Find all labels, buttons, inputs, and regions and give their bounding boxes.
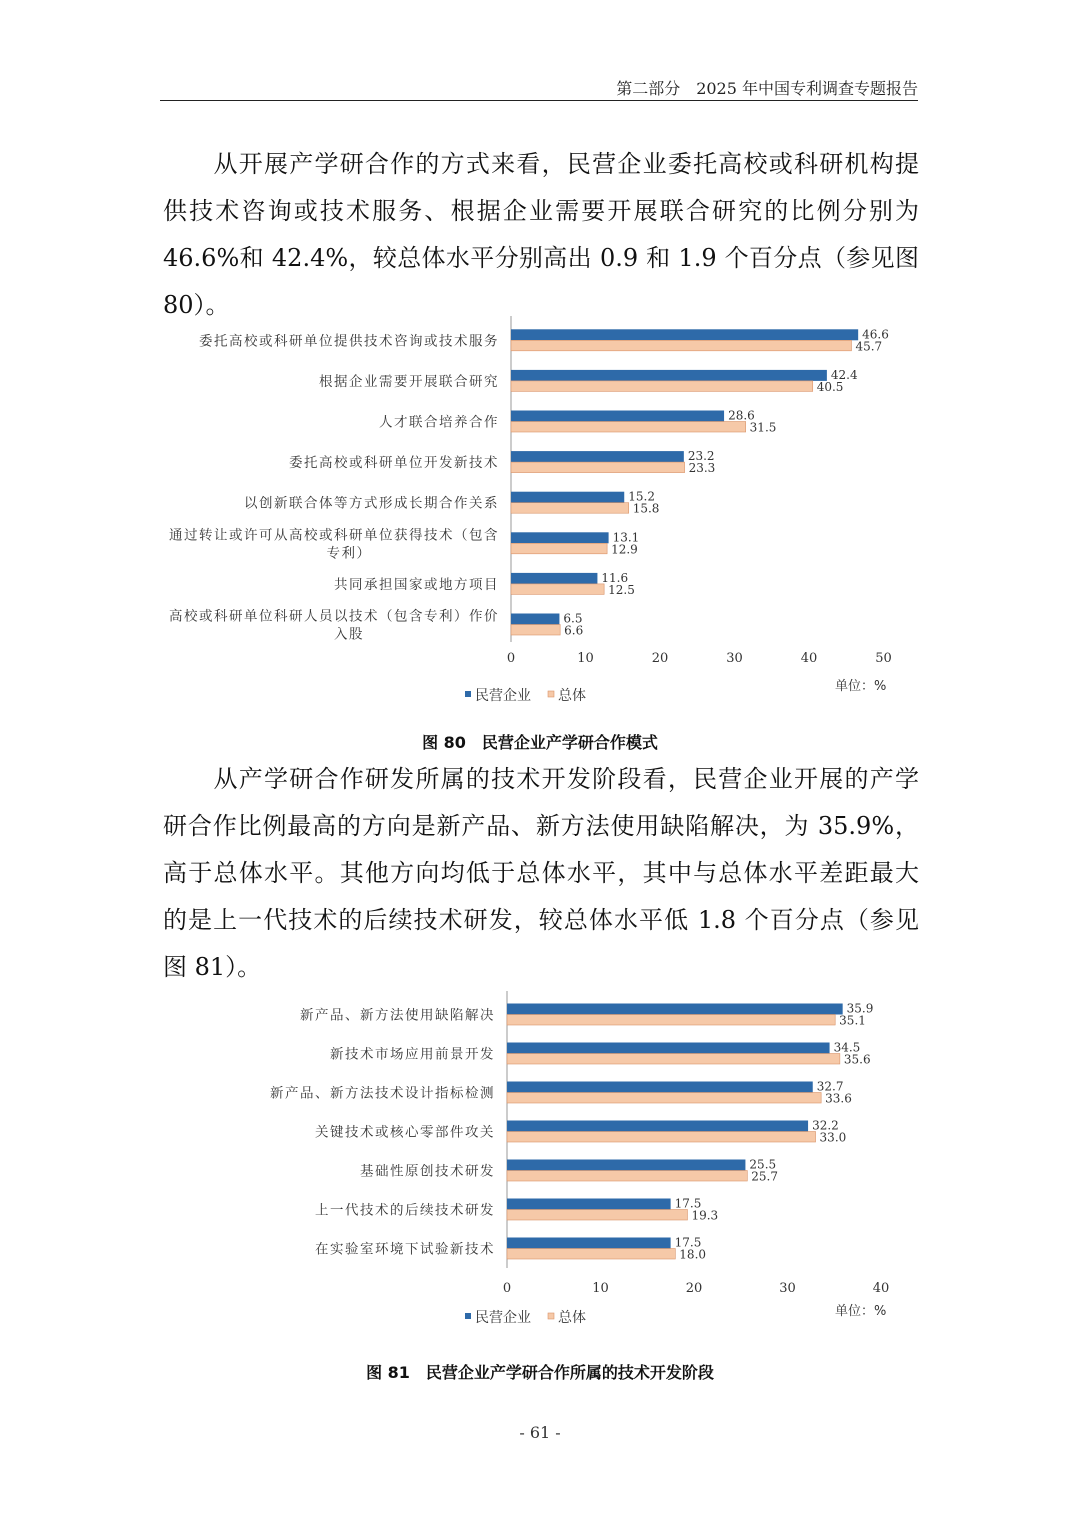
category-label: 人才联合培养合作 [379,414,499,431]
x-tick-label: 10 [592,1281,609,1296]
figure-title: 民营企业产学研合作所属的技术开发阶段 [425,1363,714,1382]
figure-80-caption [0,730,1080,753]
data-label: 23.3 [688,461,716,476]
x-tick-label: 50 [875,651,892,666]
data-label: 12.5 [608,582,635,597]
data-label: 6.6 [564,623,584,638]
category-label: 委托高校或科研单位提供技术咨询或技术服务 [199,333,499,350]
bar-series-2 [507,1132,816,1143]
x-tick-label: 10 [577,651,594,666]
paragraph-line: 80）。 [163,291,230,319]
page-number: - 61 - [519,1423,561,1442]
data-label: 25.7 [751,1169,779,1184]
category-label: 共同承担国家或地方项目 [334,576,499,593]
figure-81-caption [0,1360,1080,1383]
category-label: 根据企业需要开展联合研究 [319,373,499,390]
data-label: 33.6 [825,1091,852,1106]
data-label: 18.0 [679,1247,707,1262]
category-label: 新产品、新方法技术设计指标检测 [270,1085,495,1102]
category-label: 入股 [334,626,364,643]
paragraph-line: 46.6%和 42.4%，较总体水平分别高出 0.9 和 1.9 个百分点（参见图 [163,244,919,272]
unit-label: 单位：% [835,679,887,694]
paragraph-line: 从产学研合作研发所属的技术开发阶段看，民营企业开展的产学 [163,765,919,793]
bar-series-2 [511,584,604,595]
data-label: 40.5 [816,379,844,394]
data-label: 35.1 [839,1013,866,1028]
bar-series-2 [511,462,685,473]
bar-series-1 [507,1043,830,1054]
bar-series-1 [511,614,559,625]
x-tick-label: 20 [685,1281,703,1296]
bar-series-1 [511,370,827,381]
category-label: 委托高校或科研单位开发新技术 [289,455,499,472]
legend-swatch-series-1 [465,691,471,697]
legend-swatch-series-1 [465,1313,471,1319]
x-tick-label: 40 [800,651,818,666]
figure-81-chart [160,990,920,1335]
unit-label: 单位：% [835,1304,887,1319]
category-label: 通过转让或许可从高校或科研单位获得技术（包含 [169,527,499,544]
figure-number: 图 81 [366,1363,410,1382]
bar-series-1 [511,451,684,462]
category-label: 新技术市场应用前景开发 [330,1046,495,1063]
data-label: 13.1 [612,530,640,545]
bar-series-1 [511,329,858,340]
data-label: 32.7 [816,1079,844,1094]
data-label: 17.5 [674,1235,702,1250]
bar-chart-cooperation-modes [160,310,920,715]
data-label: 46.6 [862,327,889,342]
data-label: 23.2 [687,449,715,464]
x-tick-label: 30 [779,1281,796,1296]
data-label: 31.5 [749,420,777,435]
data-label: 25.5 [749,1157,777,1172]
x-tick-label: 20 [651,651,669,666]
bar-chart-development-stages [160,990,920,1335]
paragraph-2 [163,756,919,991]
data-label: 17.5 [674,1196,702,1211]
legend-label: 民营企业 [475,688,531,704]
legend-label: 总体 [558,1310,586,1326]
data-label: 15.2 [628,489,655,504]
bar-series-2 [511,381,813,392]
figure-80-chart [160,310,920,715]
bar-series-2 [511,503,629,514]
legend-swatch-series-2 [548,1313,554,1319]
category-label: 新产品、新方法使用缺陷解决 [300,1007,495,1024]
paragraph-line: 从开展产学研合作的方式来看，民营企业委托高校或科研机构提 [163,150,919,178]
data-label: 12.9 [611,542,638,557]
data-label: 33.0 [819,1130,847,1145]
bar-series-2 [511,340,851,351]
data-label: 28.6 [728,408,755,423]
bar-series-1 [511,411,724,422]
paragraph-line: 高于总体水平。其他方向均低于总体水平，其中与总体水平差距最大 [163,859,919,887]
bar-series-2 [507,1171,747,1182]
data-label: 19.3 [691,1208,719,1223]
paragraph-line: 研合作比例最高的方向是新产品、新方法使用缺陷解决，为 35.9%， [163,812,919,840]
category-label: 关键技术或核心零部件攻关 [315,1124,495,1141]
x-tick-label: 40 [872,1281,890,1296]
bar-series-2 [511,422,746,433]
data-label: 34.5 [833,1040,861,1055]
paragraph-line: 供技术咨询或技术服务、根据企业需要开展联合研究的比例分别为 [163,197,919,225]
bar-series-1 [507,1160,745,1171]
bar-series-1 [507,1121,808,1132]
paragraph-line: 的是上一代技术的后续技术研发，较总体水平低 1.8 个百分点（参见 [163,906,919,934]
category-label: 上一代技术的后续技术研发 [315,1202,495,1219]
bar-series-1 [511,573,597,584]
category-label: 专利） [326,545,372,562]
bar-series-2 [511,543,607,554]
legend-label: 民营企业 [475,1310,531,1326]
category-label: 基础性原创技术研发 [360,1163,495,1180]
data-label: 32.2 [812,1118,839,1133]
data-label: 11.6 [601,570,629,585]
bar-series-2 [507,1015,835,1026]
x-tick-label: 30 [726,651,743,666]
x-tick-label: 0 [506,651,516,666]
category-label: 以创新联合体等方式形成长期合作关系 [244,495,499,512]
bar-series-1 [507,1238,671,1249]
figure-title: 民营企业产学研合作模式 [481,733,658,752]
data-label: 15.8 [632,501,660,516]
figure-number: 图 80 [422,733,466,752]
paragraph-1 [163,141,919,329]
category-label: 高校或科研单位科研人员以技术（包含专利）作价 [169,608,499,625]
bar-series-1 [507,1199,671,1210]
bar-series-2 [511,625,560,636]
data-label: 42.4 [830,367,858,382]
data-label: 45.7 [855,339,883,354]
bar-series-2 [507,1054,840,1065]
legend-swatch-series-2 [548,691,554,697]
bar-series-1 [511,492,624,503]
bar-series-2 [507,1249,675,1260]
bar-series-2 [507,1093,821,1104]
bar-series-1 [507,1082,813,1093]
bar-series-2 [507,1210,687,1221]
category-label: 在实验室环境下试验新技术 [315,1241,495,1258]
bar-series-1 [507,1004,843,1015]
page-header [160,76,918,101]
data-label: 35.9 [846,1001,874,1016]
data-label: 35.6 [843,1052,871,1067]
legend-label: 总体 [558,688,586,704]
data-label: 6.5 [563,611,583,626]
x-tick-label: 0 [502,1281,512,1296]
bar-series-1 [511,532,609,543]
header-title: 第二部分 2025 年中国专利调查专题报告 [616,79,918,98]
paragraph-line: 图 81）。 [163,953,262,981]
